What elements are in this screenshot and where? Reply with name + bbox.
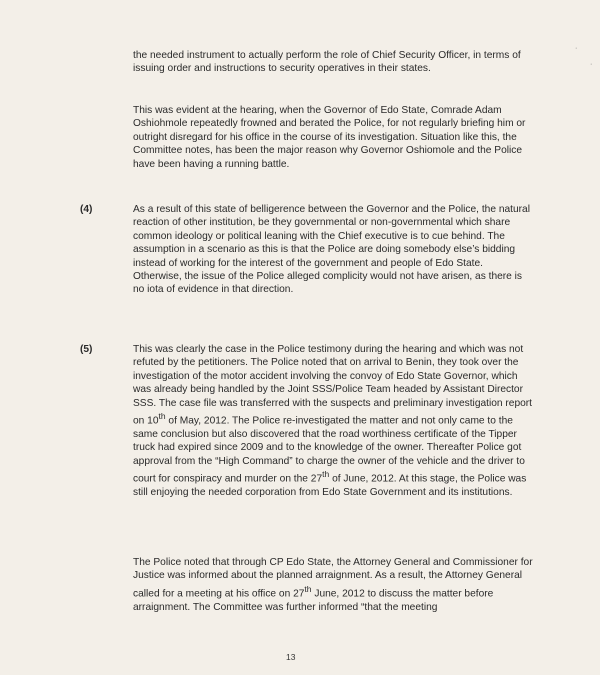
superscript: th xyxy=(304,583,312,594)
superscript: th xyxy=(322,469,330,480)
superscript: th xyxy=(158,411,166,422)
scan-speck: · xyxy=(590,61,593,68)
paragraph-text: This was clearly the case in the Police testimony during the hearing and which was not refuted by the petitioners. The Police noted that on arrival to Benin, they took over the investigation of the motor accident involving the convoy of Edo State Governor, which was already being handled by the Joint SSS/Police Team headed by Assistant Director SSS. The case file was transferred with the suspects and preliminary investigation report on 10th of May, 2012. The Police re-investigated the matter and not only came to the same conclusion but also discovered that the road worthiness certificate of the Tipper truck had expired since 2009 and to the knowledge of the owner. Thereafter Police got approval from the “High Command” to charge the owner of the vehicle and the driver to court for conspiracy and murder on the 27th of June, 2012. At this stage, the Police was still enjoying the needed corporation from Edo State Government and its institutions. xyxy=(133,344,533,498)
paragraph-continuation xyxy=(133,49,533,76)
paragraph-5 xyxy=(133,343,533,499)
paragraph-attorney-general xyxy=(133,556,533,614)
paragraph-number-4: (4) xyxy=(80,204,93,215)
scan-speck: · xyxy=(575,45,578,52)
paragraph-text: The Police noted that through CP Edo State, the Attorney General and Commissioner for Justice was informed about the planned arraignment. As a result, the Attorney General called for a meeting at his office on 27th June, 2012 to discuss the matter before arraignment. The Committee was further informed “that the meeting xyxy=(133,557,533,613)
paragraph-governor-hearing xyxy=(133,104,533,171)
page-number: 13 xyxy=(286,652,296,662)
paragraph-text: As a result of this state of belligerence between the Governor and the Police, the natural reaction of other institution, be they governmental or non-governmental which share common ideology or political leaning with the Chief executive is to cue behind. The assumption in a scenario as this is that the Police are doing somebody else’s bidding instead of working for the interest of the government and people of Edo State. Otherwise, the issue of the Police alleged complicity would not have arisen, as there is no iota of evidence in that direction. xyxy=(133,204,530,296)
paragraph-4 xyxy=(133,203,533,297)
paragraph-text: the needed instrument to actually perform the role of Chief Security Officer, in terms of issuing order and instructions to security operatives in their states. xyxy=(133,50,521,75)
paragraph-text: This was evident at the hearing, when the Governor of Edo State, Comrade Adam Oshiohmole repeatedly frowned and berated the Police, for not regularly briefing him or outright disregard for his office in the course of its investigation. Situation like this, the Committee notes, has been the major reason why Governor Oshiomole and the Police have been having a running battle. xyxy=(133,105,526,170)
paragraph-number-5: (5) xyxy=(80,344,93,355)
